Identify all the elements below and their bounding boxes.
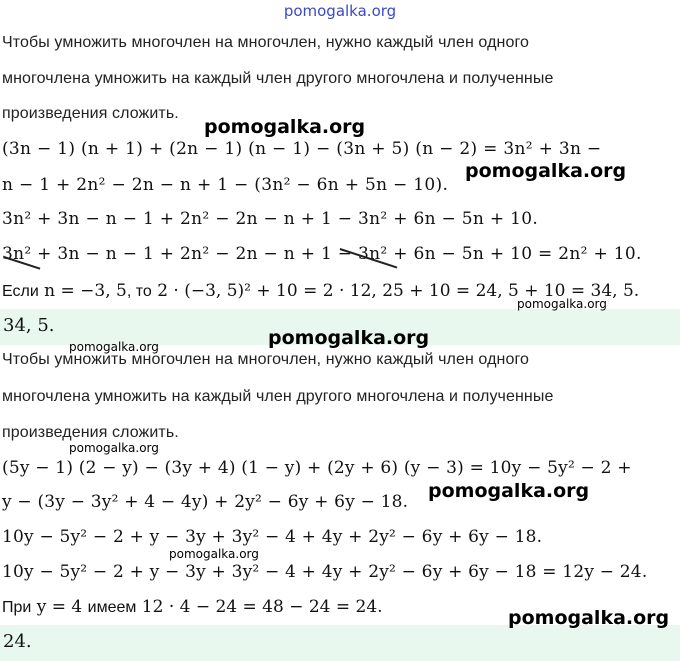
watermark: pomogalka.org	[169, 547, 259, 561]
eval-connector: имеем	[87, 599, 137, 616]
watermark: pomogalka.org	[69, 340, 159, 354]
equation-line: (5y − 1) (2 − y) − (3y + 4) (1 − y) + (2y + 6) (y − 3) = 10y − 5y² − 2 +	[2, 458, 632, 478]
eval-prefix: При	[2, 599, 32, 616]
watermark: pomogalka.org	[428, 480, 590, 502]
eval-value: n = −3, 5	[44, 281, 127, 301]
eval-value: y = 4	[36, 597, 83, 617]
answer-box: 24.	[0, 625, 680, 661]
equation-line: 3n² + 3n − n − 1 + 2n² − 2n − n + 1 − 3n² + 6n − 5n + 10.	[2, 209, 539, 229]
watermark-top: pomogalka.org	[283, 2, 397, 20]
evaluation-line	[2, 597, 383, 617]
rule-text-line: произведения сложить.	[2, 424, 179, 441]
rule-text-line: многочлена умножить на каждый член другого многочлена и полученные	[2, 70, 554, 87]
answer-box: 34, 5.	[0, 309, 680, 345]
watermark: pomogalka.org	[517, 297, 607, 311]
watermark: pomogalka.org	[508, 607, 670, 629]
equation-line: n − 1 + 2n² − 2n − n + 1 − (3n² − 6n + 5n − 10).	[2, 175, 449, 195]
equation-line: 10y − 5y² − 2 + y − 3y + 3y² − 4 + 4y + 2y² − 6y + 6y − 18 = 12y − 24.	[2, 562, 648, 582]
eval-prefix: Если	[2, 283, 39, 300]
equation-line: 3n² + 3n − n − 1 + 2n² − 2n − n + 1 − 3n² + 6n − 5n + 10 = 2n² + 10.	[2, 244, 642, 264]
equation-line: (3n − 1) (n + 1) + (2n − 1) (n − 1) − (3n + 5) (n − 2) = 3n² + 3n −	[2, 139, 602, 159]
watermark: pomogalka.org	[465, 160, 627, 182]
watermark: pomogalka.org	[69, 441, 159, 455]
rule-text-line: многочлена умножить на каждый член другого многочлена и полученные	[2, 388, 554, 405]
eval-expression: 12 · 4 − 24 = 48 − 24 = 24.	[141, 597, 383, 617]
watermark: pomogalka.org	[204, 116, 366, 138]
rule-text-line: произведения сложить.	[2, 105, 179, 122]
equation-line: y − (3y − 3y² + 4 − 4y) + 2y² − 6y + 6y − 18.	[2, 492, 409, 512]
rule-text-line: Чтобы умножить многочлен на многочлен, нужно каждый член одного	[2, 34, 530, 51]
eval-connector: , то	[126, 283, 152, 300]
equation-line: 10y − 5y² − 2 + y − 3y + 3y² − 4 + 4y + 2y² − 6y + 6y − 18.	[2, 527, 543, 547]
eval-expression: 2 · (−3, 5)² + 10 = 2 · 12, 25 + 10 = 24, 5 + 10 = 34, 5.	[157, 281, 640, 301]
rule-text-line: Чтобы умножить многочлен на многочлен, нужно каждый член одного	[2, 351, 530, 368]
watermark: pomogalka.org	[268, 327, 430, 349]
